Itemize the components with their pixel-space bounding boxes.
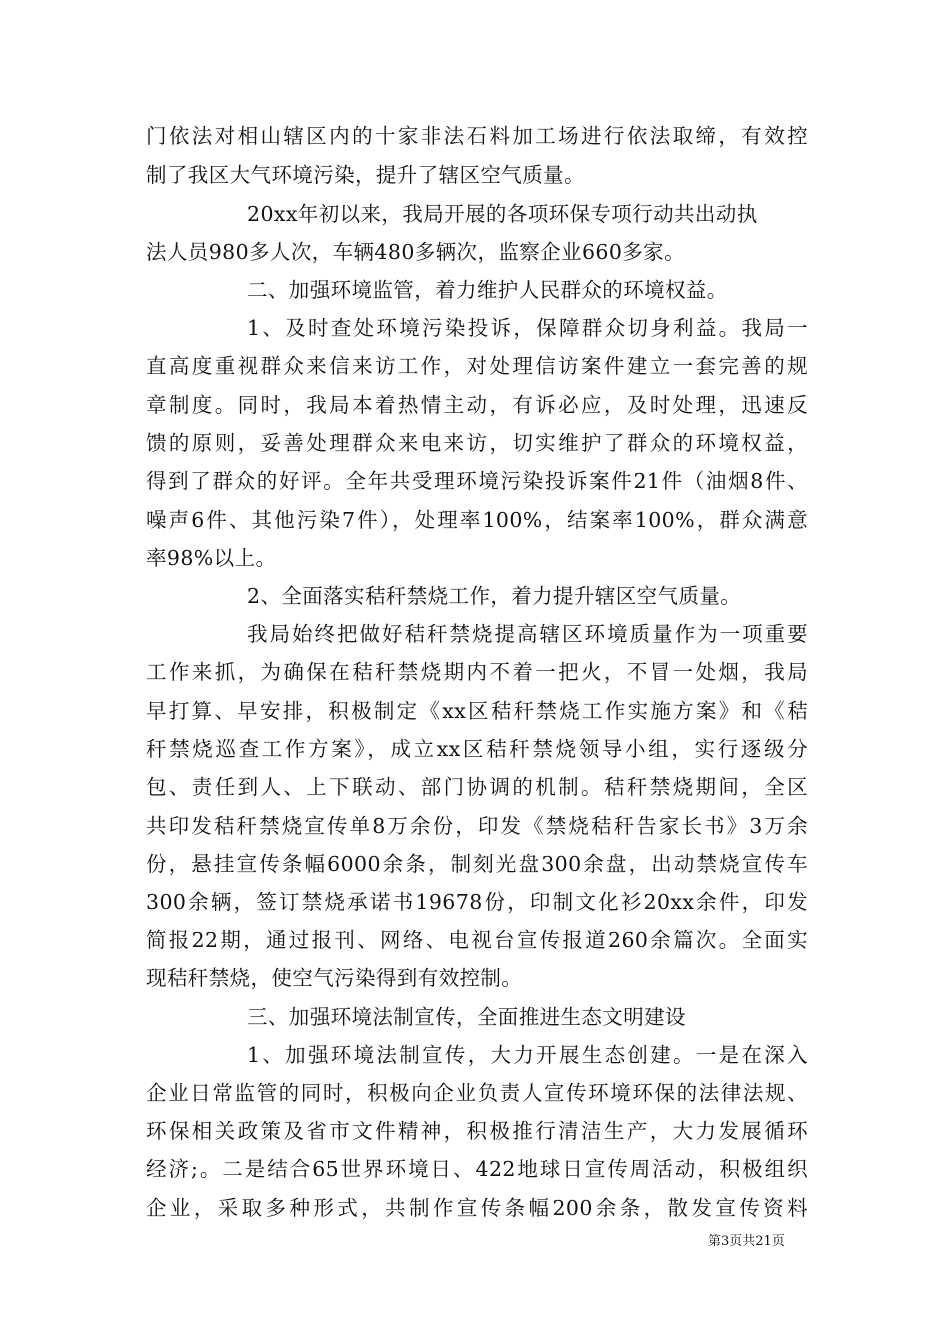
text-line: 法人员980多人次，车辆480多辆次，监察企业660多家。 [146,240,685,264]
text-line: 简报22期，通过报刊、网络、电视台宣传报道260余篇次。全面实 [146,928,808,952]
text-line: 1、加强环境法制宣传，大力开展生态创建。一是在深入 [247,1043,808,1067]
text-line: 工作来抓，为确保在秸秆禁烧期内不着一把火，不冒一处烟，我局 [146,660,808,684]
section-heading: 二、加强环境监管，着力维护人民群众的环境权益。 [247,278,728,302]
text-line: 秆禁烧巡查工作方案》，成立xx区秸秆禁烧领导小组，实行逐级分 [146,737,808,761]
text-line: 章制度。同时，我局本着热情主动，有诉必应，及时处理，迅速反 [146,393,808,417]
text-line: 门依法对相山辖区内的十家非法石料加工场进行依法取缔，有效控 [146,124,808,148]
text-line: 现秸秆禁烧，使空气污染得到有效控制。 [146,966,523,990]
text-line: 率98%以上。 [146,546,277,570]
text-line: 份，悬挂宣传条幅6000余条，制刻光盘300余盘，出动禁烧宣传车 [146,852,808,876]
text-line: 噪声6件、其他污染7件），处理率100%，结案率100%，群众满意 [146,508,808,532]
text-line: 馈的原则，妥善处理群众来电来访，切实维护了群众的环境权益， [146,431,808,455]
text-line: 300余辆，签订禁烧承诺书19678份，印制文化衫20xx余件，印发 [146,890,808,914]
text-line: 得到了群众的好评。全年共受理环境污染投诉案件21件（油烟8件、 [146,469,808,493]
text-line: 包、责任到人、上下联动、部门协调的机制。秸秆禁烧期间，全区 [146,775,808,799]
text-line: 企业日常监管的同时，积极向企业负责人宣传环境环保的法律法规、 [146,1081,808,1105]
subsection-heading: 2、全面落实秸秆禁烧工作，着力提升辖区空气质量。 [247,584,742,608]
text-line: 企业，采取多种形式，共制作宣传条幅200余条，散发宣传资料 [146,1196,808,1220]
text-line: 20xx年初以来，我局开展的各项环保专项行动共出动执 [247,202,758,226]
text-line: 制了我区大气环境污染，提升了辖区空气质量。 [146,163,585,187]
section-heading: 三、加强环境法制宣传，全面推进生态文明建设 [247,1005,686,1029]
text-line: 共印发秸秆禁烧宣传单8万余份，印发《禁烧秸秆告家长书》3万余 [146,814,808,838]
text-line: 我局始终把做好秸秆禁烧提高辖区环境质量作为一项重要 [247,622,808,646]
page-number-footer: 第3页共21页 [708,1234,785,1249]
text-line: 早打算、早安排，积极制定《xx区秸秆禁烧工作实施方案》和《秸 [146,699,808,723]
text-line: 1、及时查处环境污染投诉，保障群众切身利益。我局一 [247,316,808,340]
text-line: 环保相关政策及省市文件精神，积极推行清洁生产，大力发展循环 [146,1119,808,1143]
text-line: 直高度重视群众来信来访工作，对处理信访案件建立一套完善的规 [146,354,808,378]
text-line: 经济;。二是结合65世界环境日、422地球日宣传周活动，积极组织 [146,1157,808,1181]
